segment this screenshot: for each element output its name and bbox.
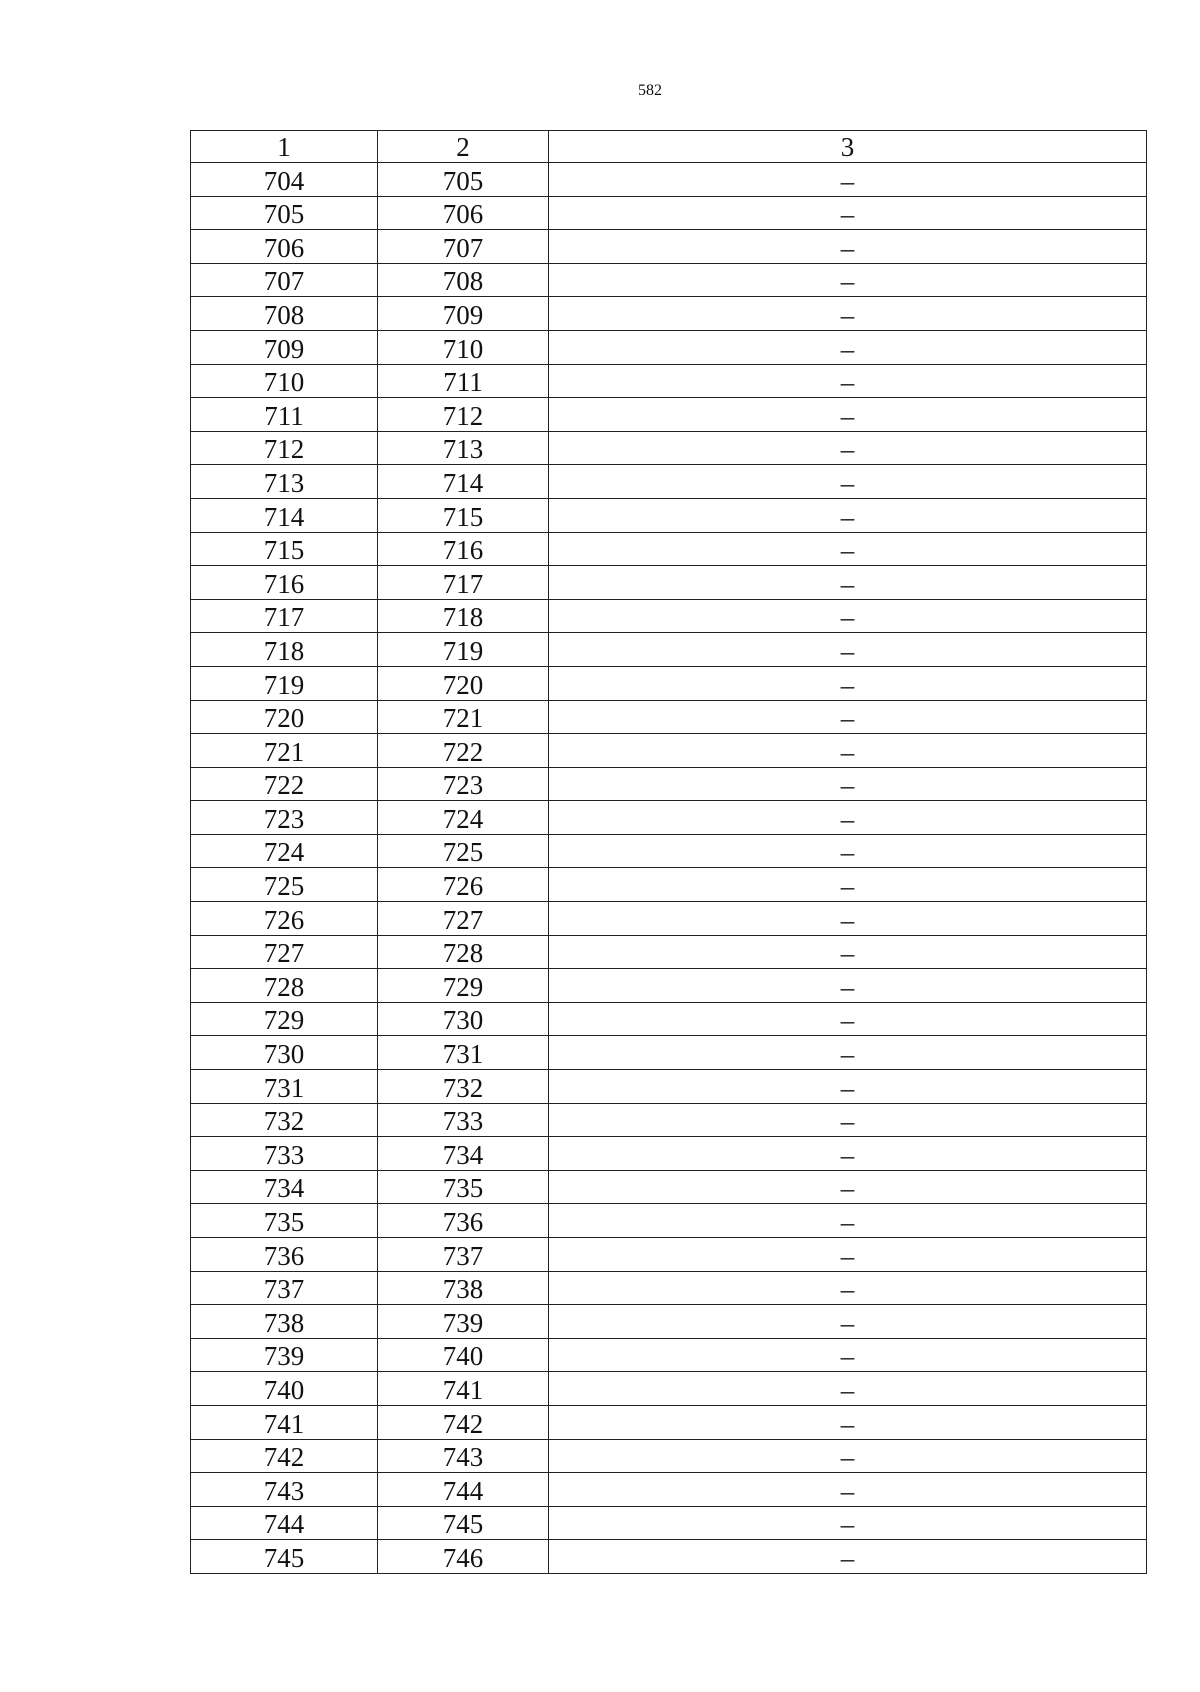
table-cell-col-3: – [549,700,1147,734]
table-row [191,566,1147,600]
table-cell-col-1: 742 [191,1439,378,1473]
table-cell-col-2: 745 [378,1506,549,1540]
table-cell-col-1: 708 [191,297,378,331]
table-cell-col-3: – [549,1473,1147,1507]
table-cell-col-3: – [549,196,1147,230]
table-row [191,1372,1147,1406]
table-body [191,131,1147,1574]
table-cell-col-1: 728 [191,969,378,1003]
table-cell-col-1: 706 [191,230,378,264]
table-row [191,163,1147,197]
table-cell-col-3: – [549,163,1147,197]
table-cell-col-2: 740 [378,1338,549,1372]
table-cell-col-3: – [549,498,1147,532]
table-cell-col-1: 713 [191,465,378,499]
table-row [191,1103,1147,1137]
table-cell-col-2: 734 [378,1137,549,1171]
table-cell-col-2: 737 [378,1238,549,1272]
table-cell-col-2: 709 [378,297,549,331]
table-cell-col-2: 723 [378,767,549,801]
table-cell-col-3: – [549,1070,1147,1104]
table-cell-col-2: 705 [378,163,549,197]
table-cell-col-1: 735 [191,1204,378,1238]
table-cell-col-3: – [549,1439,1147,1473]
table-cell-col-3: – [549,1506,1147,1540]
table-cell-col-1: 704 [191,163,378,197]
table-cell-col-1: 710 [191,364,378,398]
table-row [191,1305,1147,1339]
table-cell-col-3: – [549,902,1147,936]
table-cell-col-3: – [549,1238,1147,1272]
table-row [191,263,1147,297]
table-cell-col-3: – [549,431,1147,465]
table-cell-col-2: 741 [378,1372,549,1406]
table-cell-col-1: 720 [191,700,378,734]
table-cell-col-2: 729 [378,969,549,1003]
table-cell-col-3: – [549,263,1147,297]
table-cell-col-1: 715 [191,532,378,566]
table-cell-col-2: 732 [378,1070,549,1104]
table-cell-col-2: 715 [378,498,549,532]
table-cell-col-3: – [549,230,1147,264]
table-cell-col-1: 736 [191,1238,378,1272]
table-cell-col-2: 724 [378,801,549,835]
table-cell-col-2: 707 [378,230,549,264]
table-row [191,364,1147,398]
table-cell-col-3: – [549,633,1147,667]
table-row [191,1070,1147,1104]
table-row [191,868,1147,902]
table-cell-col-3: – [549,1271,1147,1305]
table-cell-col-3: – [549,364,1147,398]
table-row [191,532,1147,566]
table-cell-col-1: 714 [191,498,378,532]
table-cell-col-2: 725 [378,834,549,868]
table-row [191,1204,1147,1238]
table-cell-col-1: 717 [191,599,378,633]
table-cell-col-2: 722 [378,734,549,768]
table-row [191,1439,1147,1473]
table-cell-col-1: 730 [191,1036,378,1070]
table-row [191,196,1147,230]
table-cell-col-1: 726 [191,902,378,936]
table-cell-col-2: 726 [378,868,549,902]
table-row [191,398,1147,432]
table-cell-col-2: 720 [378,666,549,700]
table-cell-col-1: 744 [191,1506,378,1540]
table-cell-col-3: – [549,465,1147,499]
table-row [191,902,1147,936]
table-row [191,1271,1147,1305]
table-cell-col-2: 733 [378,1103,549,1137]
table-cell-col-2: 712 [378,398,549,432]
table-row [191,700,1147,734]
table-cell-col-3: – [549,868,1147,902]
table-cell-col-2: 706 [378,196,549,230]
table-cell-col-1: 711 [191,398,378,432]
table-row [191,935,1147,969]
table-cell-col-2: 746 [378,1540,549,1574]
table-cell-col-1: 741 [191,1405,378,1439]
table-cell-col-1: 721 [191,734,378,768]
table-row [191,1338,1147,1372]
table-row [191,1473,1147,1507]
table-cell-col-2: 742 [378,1405,549,1439]
table-row [191,1506,1147,1540]
table-cell-col-3: – [549,1405,1147,1439]
table-row [191,599,1147,633]
table-row [191,297,1147,331]
table-cell-col-1: 705 [191,196,378,230]
table-row [191,1238,1147,1272]
table-cell-col-2: 727 [378,902,549,936]
table-cell-col-3: – [549,398,1147,432]
table-cell-col-2: 718 [378,599,549,633]
table-cell-col-2: 736 [378,1204,549,1238]
header-row [191,131,1147,163]
table-cell-col-3: – [549,767,1147,801]
table-cell-col-1: 731 [191,1070,378,1104]
table-cell-col-1: 734 [191,1170,378,1204]
table-cell-col-1: 733 [191,1137,378,1171]
table-cell-col-3: – [549,1002,1147,1036]
table-cell-col-3: – [549,801,1147,835]
data-table [190,130,1147,1574]
column-header-2: 2 [378,131,549,163]
table-cell-col-3: – [549,297,1147,331]
table-cell-col-3: – [549,1338,1147,1372]
table-cell-col-3: – [549,599,1147,633]
table-cell-col-1: 707 [191,263,378,297]
column-header-3: 3 [549,131,1147,163]
table-cell-col-3: – [549,666,1147,700]
table-cell-col-1: 725 [191,868,378,902]
table-cell-col-1: 732 [191,1103,378,1137]
table-row [191,465,1147,499]
table-cell-col-2: 708 [378,263,549,297]
table-cell-col-2: 717 [378,566,549,600]
table-row [191,1036,1147,1070]
table-cell-col-2: 743 [378,1439,549,1473]
table-cell-col-1: 743 [191,1473,378,1507]
table-row [191,498,1147,532]
table-cell-col-3: – [549,1204,1147,1238]
table-cell-col-2: 714 [378,465,549,499]
table-cell-col-1: 740 [191,1372,378,1406]
table-cell-col-1: 729 [191,1002,378,1036]
table-cell-col-1: 718 [191,633,378,667]
table-cell-col-2: 716 [378,532,549,566]
table-cell-col-1: 709 [191,330,378,364]
table-cell-col-3: – [549,935,1147,969]
table-row [191,230,1147,264]
table-cell-col-1: 719 [191,666,378,700]
table-cell-col-1: 727 [191,935,378,969]
table-cell-col-1: 722 [191,767,378,801]
table-cell-col-2: 710 [378,330,549,364]
table-row [191,1002,1147,1036]
table-row [191,969,1147,1003]
table-cell-col-1: 712 [191,431,378,465]
table-cell-col-3: – [549,532,1147,566]
table-cell-col-3: – [549,1305,1147,1339]
table-cell-col-2: 738 [378,1271,549,1305]
table-cell-col-3: – [549,834,1147,868]
table-cell-col-3: – [549,969,1147,1003]
table-row [191,767,1147,801]
table-cell-col-1: 723 [191,801,378,835]
column-header-1: 1 [191,131,378,163]
table-cell-col-3: – [549,1170,1147,1204]
table-row [191,1170,1147,1204]
table-row [191,834,1147,868]
table-cell-col-1: 739 [191,1338,378,1372]
table-cell-col-3: – [549,1036,1147,1070]
table-cell-col-2: 735 [378,1170,549,1204]
table-row [191,330,1147,364]
table-row [191,1137,1147,1171]
table-cell-col-1: 737 [191,1271,378,1305]
table-cell-col-3: – [549,1372,1147,1406]
table-row [191,633,1147,667]
table-row [191,431,1147,465]
table-row [191,666,1147,700]
table-cell-col-1: 724 [191,834,378,868]
table-cell-col-3: – [549,1137,1147,1171]
page-number: 582 [638,82,662,99]
table-cell-col-1: 745 [191,1540,378,1574]
table-cell-col-3: – [549,330,1147,364]
table-cell-col-2: 744 [378,1473,549,1507]
table-row [191,1405,1147,1439]
table-cell-col-3: – [549,566,1147,600]
table-cell-col-2: 719 [378,633,549,667]
table-cell-col-2: 728 [378,935,549,969]
table-row [191,801,1147,835]
table-row [191,1540,1147,1574]
table-cell-col-2: 721 [378,700,549,734]
table-cell-col-1: 716 [191,566,378,600]
table-cell-col-2: 731 [378,1036,549,1070]
table-row [191,734,1147,768]
table-cell-col-3: – [549,1540,1147,1574]
table-cell-col-3: – [549,1103,1147,1137]
table-cell-col-2: 711 [378,364,549,398]
table-cell-col-2: 713 [378,431,549,465]
table-cell-col-2: 739 [378,1305,549,1339]
table-cell-col-3: – [549,734,1147,768]
table-cell-col-1: 738 [191,1305,378,1339]
table-cell-col-2: 730 [378,1002,549,1036]
